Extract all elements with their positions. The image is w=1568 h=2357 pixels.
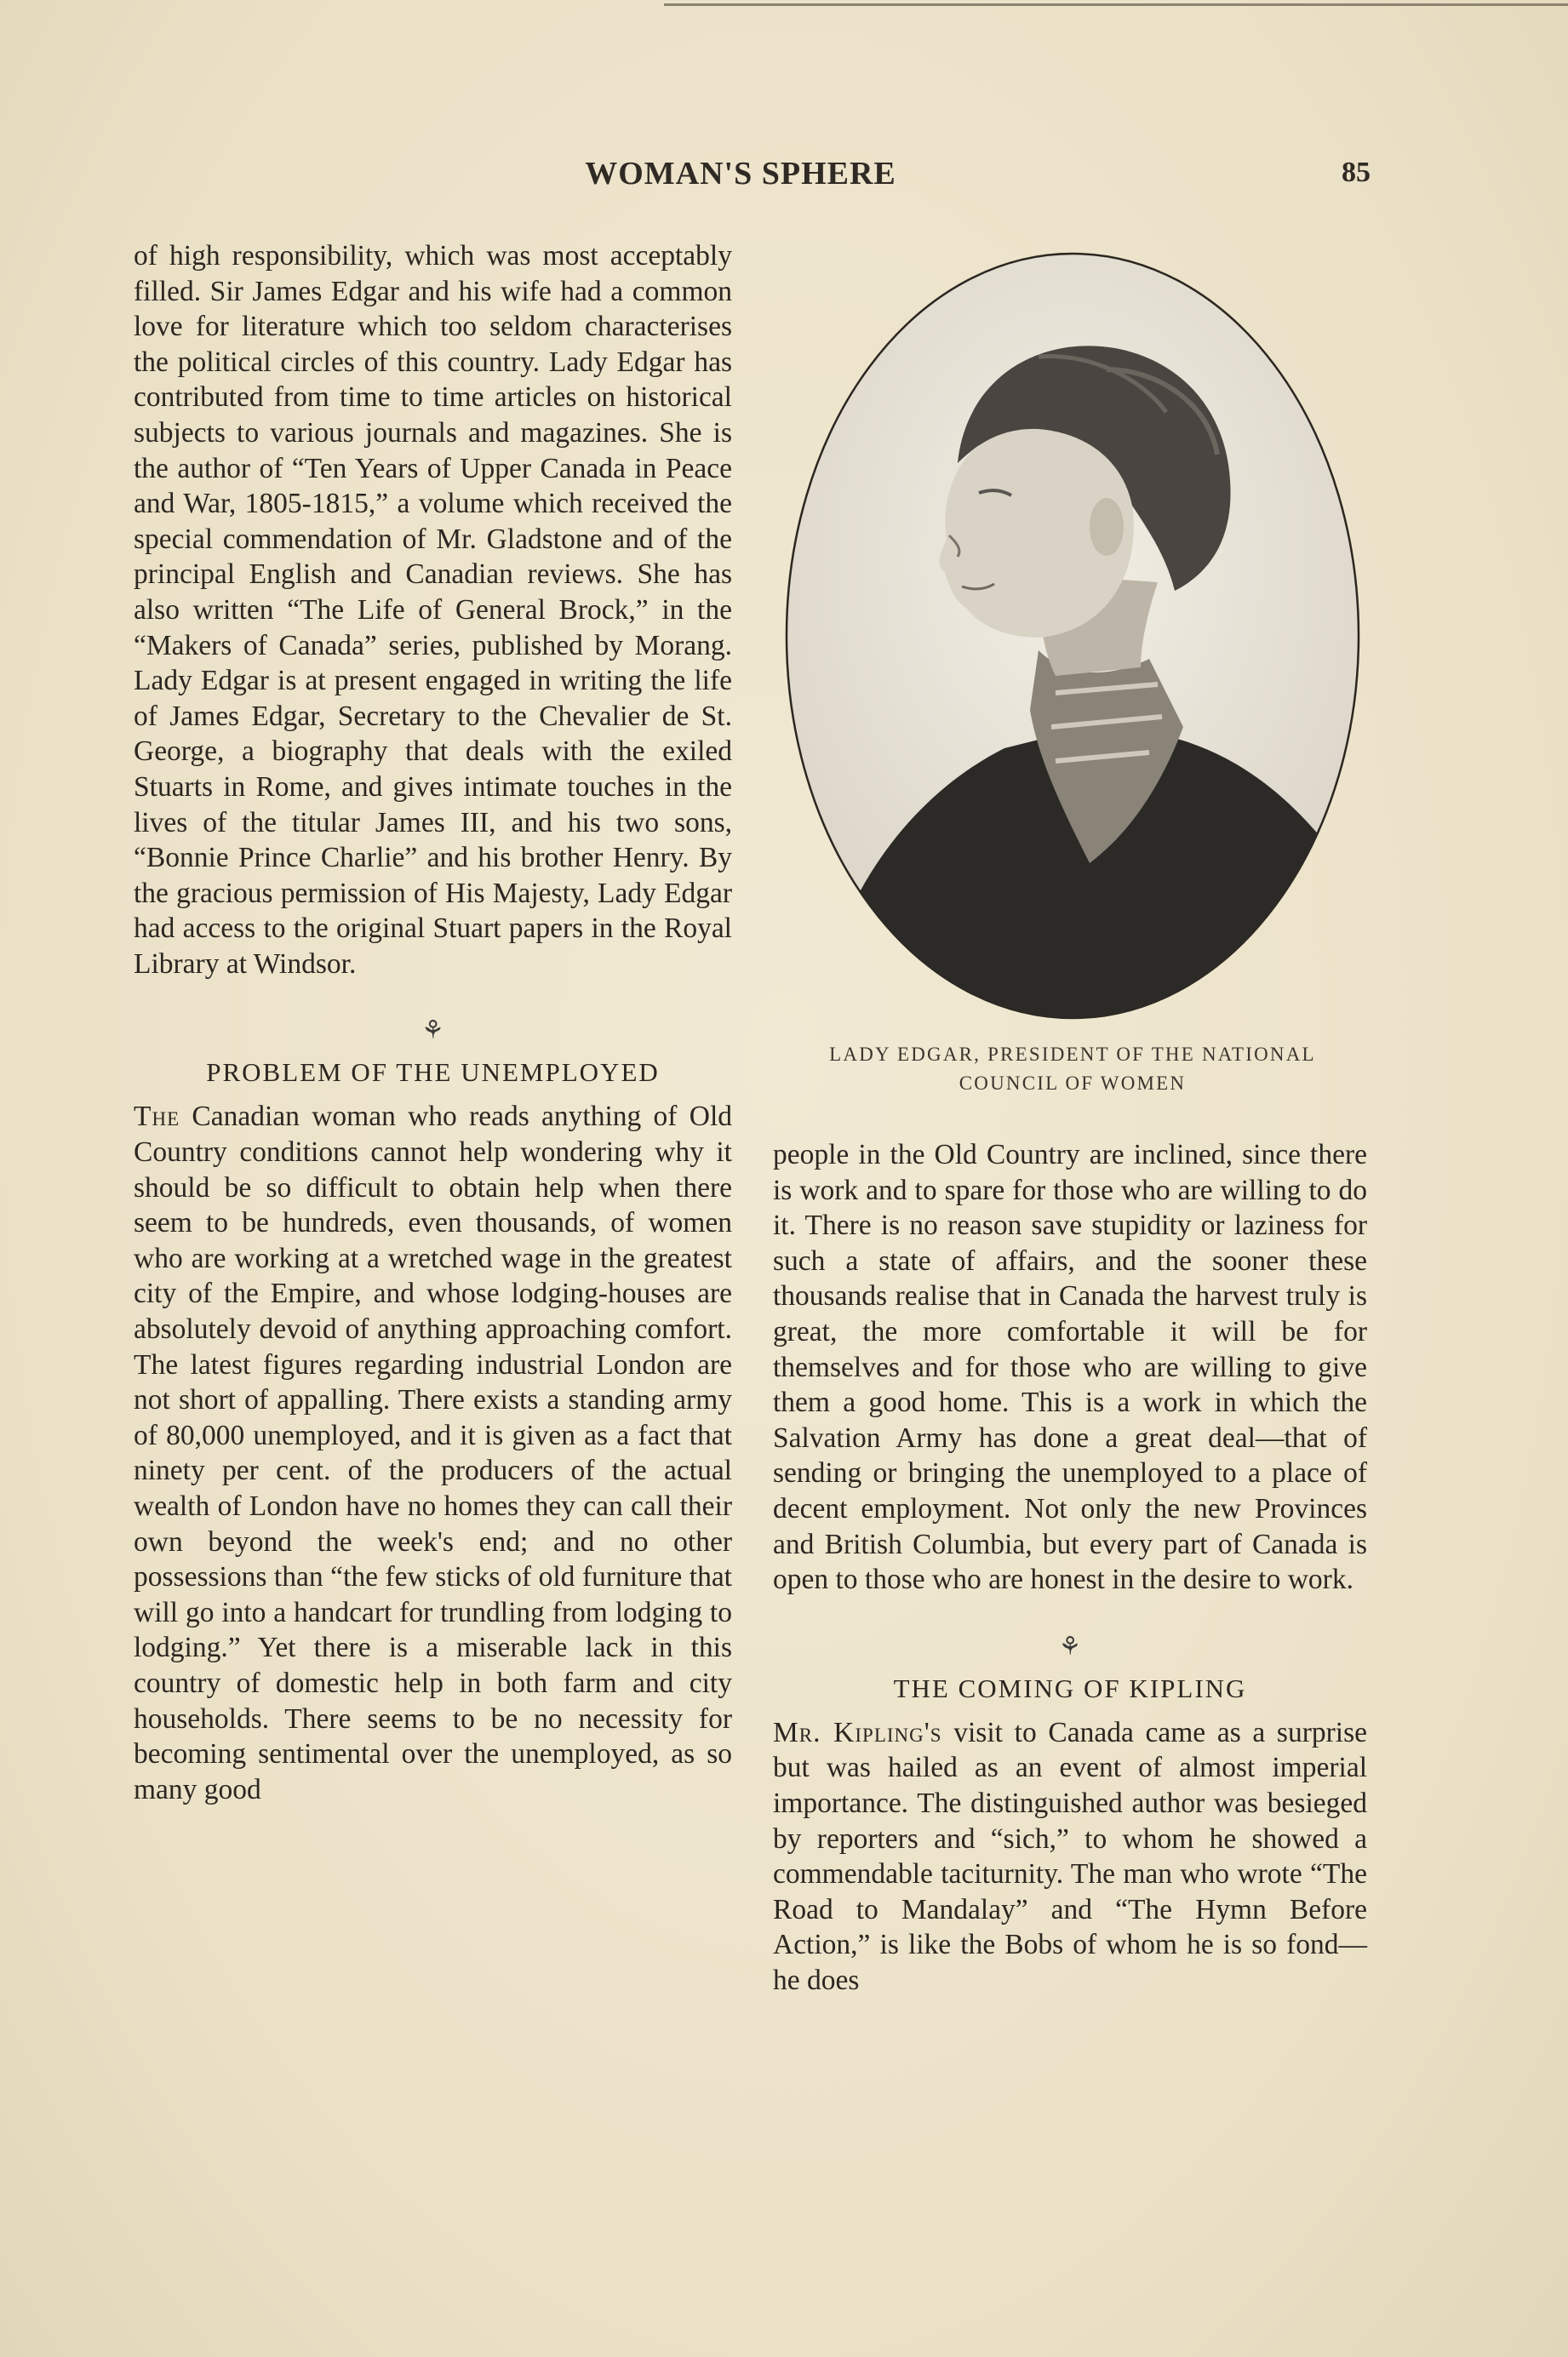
left-column	[134, 238, 732, 1807]
lead-word: Mr. Kipling's	[773, 1716, 942, 1748]
section-heading-kipling: THE COMING OF KIPLING	[893, 1673, 1247, 1703]
section-heading-unemployed: PROBLEM OF THE UNEMPLOYED	[206, 1057, 660, 1088]
paragraph-text: Canadian woman who reads anything of Old Country conditions cannot help wondering why it should be so difficult to obtain help when there seem to be hundreds, even thousands, of women who are working at a wretched wage in the greatest city of the Empire, and whose lodging-houses are absolutely devoid of anything approaching comfort. The latest figures regarding industrial London are not short of appalling. There exists a standing army of 80,000 unemployed, and it is given as a fact that ninety per cent. of the producers of the actual wealth of London have no homes they can call their own beyond the week's end; and no other possessions than “the few sticks of old furniture that will go into a handcart for trundling from lodging to lodging.” Yet there is a miserable lack in this country of domestic help in both farm and city households. There seems to be no necessity for becoming sentimental over the unemployed, as so many good	[134, 1101, 732, 1805]
right-column	[773, 1137, 1367, 1998]
paragraph-text: visit to Canada came as a surprise but was hailed as an event of almost imperial importance. The distinguished author was besieged by reporters and “sich,” to whom he showed a commendable taciturnity. The man who wrote “The Road to Mandalay” and “The Hymn Before Action,” is like the Bobs of whom he is so fond—he does	[773, 1716, 1367, 1996]
article-paragraph	[134, 1099, 732, 1807]
article-paragraph	[773, 1715, 1367, 1999]
section-ornament: ⚘	[421, 1016, 444, 1045]
page-number: 85	[1342, 157, 1371, 188]
caption-line: LADY EDGAR, PRESIDENT OF THE NATIONAL	[829, 1044, 1316, 1065]
article-paragraph: of high responsibility, which was most acceptably filled. Sir James Edgar and his wife had a common love for literature which too seldom characterises the political circles of this country. Lady Edgar has contributed from time to time articles on historical subjects to various journals and magazines. She is the author of “Ten Years of Upper Canada in Peace and War, 1805-1815,” a volume which received the special commendation of Mr. Gladstone and of the principal English and Canadian reviews. She has also written “The Life of General Brock,” in the “Makers of Canada” series, published by Morang. Lady Edgar is at present engaged in writing the life of James Edgar, Secretary to the Chevalier de St. George, a biography that deals with the exiled Stuarts in Rome, and gives intimate touches in the lives of the titular James III, and his two sons, “Bonnie Prince Charlie” and his brother Henry. By the gracious permission of His Majesty, Lady Edgar had access to the original Stuart papers in the Royal Library at Windsor.	[134, 240, 732, 980]
top-rule	[664, 3, 1568, 6]
portrait-photo	[783, 250, 1362, 1021]
running-head: WOMAN'S SPHERE	[585, 156, 896, 192]
section-ornament: ⚘	[1058, 1632, 1082, 1661]
caption-line: COUNCIL OF WOMEN	[959, 1073, 1187, 1094]
article-paragraph: people in the Old Country are inclined, since there is work and to spare for those who are willing to do it. There is no reason save stupidity or laziness for such a state of affairs, and the sooner these thousands realise that in Canada the harvest truly is great, the more comfortable it will be for themselves and for those who are willing to give them a good home. This is a work in which the Salvation Army has done a great deal—that of sending or bringing the unemployed to a place of decent employment. Not only the new Provinces and British Columbia, but every part of Canada is open to those who are honest in the desire to work.	[773, 1139, 1367, 1596]
lead-word: The	[134, 1101, 180, 1133]
portrait-caption	[770, 1040, 1375, 1098]
